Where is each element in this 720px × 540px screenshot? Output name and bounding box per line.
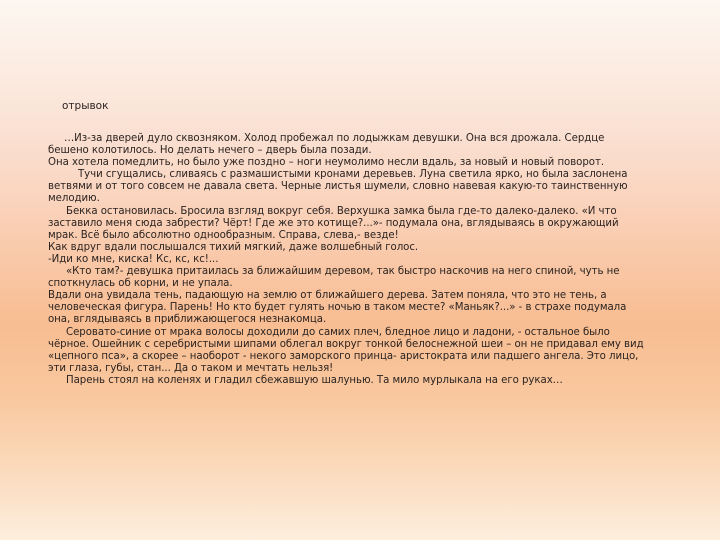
paragraph: Тучи сгущались, сливаясь с размашистыми кронами деревьев. Луна светила ярко, но была заслонена ветвями и от того совсем не давала света. Черные листья шумели, словно навевая какую-то таинственную мелодию. <box>48 169 628 205</box>
paragraph: Она хотела помедлить, но было уже поздно – ноги неумолимо несли вдаль, за новый и новый поворот. <box>48 157 605 169</box>
paragraph: «Кто там?- девушка притаилась за ближайшим деревом, так быстро наскочив на него спиной, чуть не споткнулась об корни, и не упала. <box>48 266 620 290</box>
excerpt-heading: отрывок <box>62 100 109 112</box>
paragraph: Вдали она увидала тень, падающую на землю от ближайшего дерева. Затем поняла, что это не тень, а человеческая фигура. Парень! Но кто будет гулять ночью в таком месте? «Маньяк?...» - в страхе подумала она, вглядываясь в приближающегося незнакомца. <box>48 290 627 326</box>
paragraph: -Иди ко мне, киска! Кс, кс, кс!... <box>48 253 219 265</box>
paragraph: Серовато-синие от мрака волосы доходили до самих плеч, бледное лицо и ладони, - остальное было чёрное. Ошейник с серебристыми шипами облегал вокруг тонкой белоснежной шеи – он не придавал ему вид «цепного пса», а скорее – наоборот - некого заморского принца- аристократа или падшего ангела. Это лицо, эти глаза, губы, стан... Да о таком и мечтать нельзя! <box>48 326 644 374</box>
paragraph: Как вдруг вдали послышался тихий мягкий, даже волшебный голос. <box>48 241 419 253</box>
paragraph: …Из-за дверей дуло сквозняком. Холод пробежал по лодыжкам девушки. Она вся дрожала. Сердце бешено колотилось. Но делать нечего – дверь была позади. <box>48 133 605 157</box>
paragraph: Бекка остановилась. Бросила взгляд вокруг себя. Верхушка замка была где-то далеко-далеко. «И что заставило меня сюда забрести? Чёрт! Где же это котище?...»- подумала она, вглядываясь в окружающий мрак. Всё было абсолютно однообразным. Справа, слева,- везде! <box>48 205 619 241</box>
story-text <box>48 133 646 387</box>
paragraph: Парень стоял на коленях и гладил сбежавшую шалунью. Та мило мурлыкала на его руках… <box>66 374 563 386</box>
